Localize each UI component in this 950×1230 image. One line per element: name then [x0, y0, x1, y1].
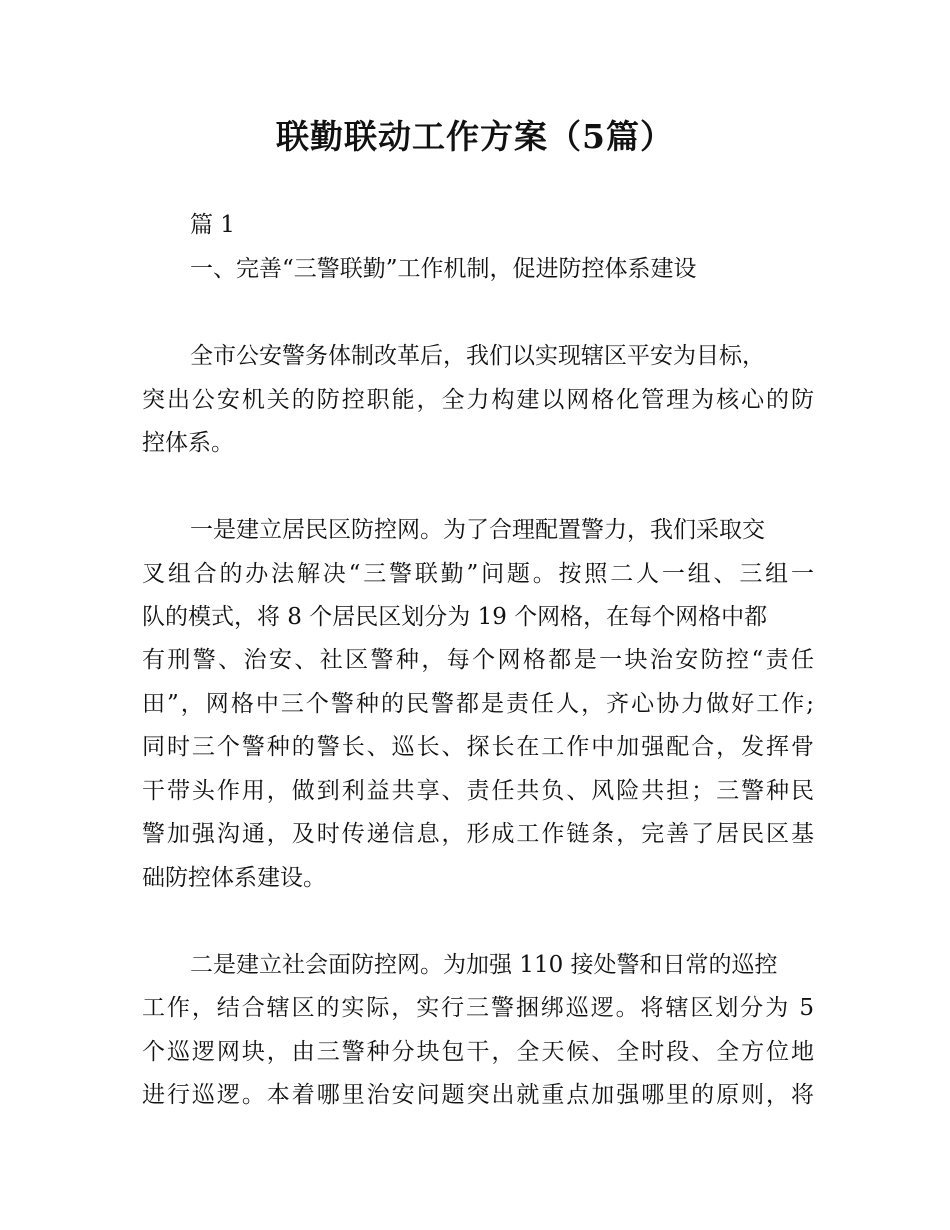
paragraph-line: 个巡逻网块，由三警种分块包干，全天候、全时段、全方位地: [142, 1039, 814, 1065]
section-heading: 一、完善“三警联勤”工作机制，促进防控体系建设: [190, 256, 697, 282]
paragraph-line: 有刑警、治安、社区警种，每个网格都是一块治安防控“责任: [142, 647, 814, 673]
document-title: 联勤联动工作方案（5篇）: [276, 117, 674, 156]
paragraph-line: 干带头作用，做到利益共享、责任共负、风险共担；三警种民: [142, 778, 814, 804]
paragraph-line: 二是建立社会面防控网。为加强 110 接处警和日常的巡控: [190, 952, 778, 978]
paragraph-line: 控体系。: [142, 430, 234, 456]
paragraph-line: 工作，结合辖区的实际，实行三警捆绑巡逻。将辖区划分为 5: [142, 995, 814, 1021]
paragraph-line: 田”，网格中三个警种的民警都是责任人，齐心协力做好工作;: [142, 691, 814, 717]
paragraph-line: 队的模式，将 8 个居民区划分为 19 个网格，在每个网格中都: [142, 604, 768, 630]
paragraph-line: 警加强沟通，及时传递信息，形成工作链条，完善了居民区基: [142, 821, 814, 847]
paragraph-line: 全市公安警务体制改革后，我们以实现辖区平安为目标，: [190, 343, 765, 369]
paragraph-line: 一是建立居民区防控网。为了合理配置警力，我们采取交: [190, 517, 765, 543]
paragraph-line: 础防控体系建设。: [142, 865, 326, 891]
section-label: 篇 1: [190, 212, 235, 238]
paragraph-line: 突出公安机关的防控职能，全力构建以网格化管理为核心的防: [142, 387, 814, 413]
paragraph-line: 进行巡逻。本着哪里治安问题突出就重点加强哪里的原则，将: [142, 1082, 814, 1108]
paragraph-line: 叉组合的办法解决“三警联勤”问题。按照二人一组、三组一: [142, 561, 814, 587]
paragraph-line: 同时三个警种的警长、巡长、探长在工作中加强配合，发挥骨: [142, 734, 814, 760]
